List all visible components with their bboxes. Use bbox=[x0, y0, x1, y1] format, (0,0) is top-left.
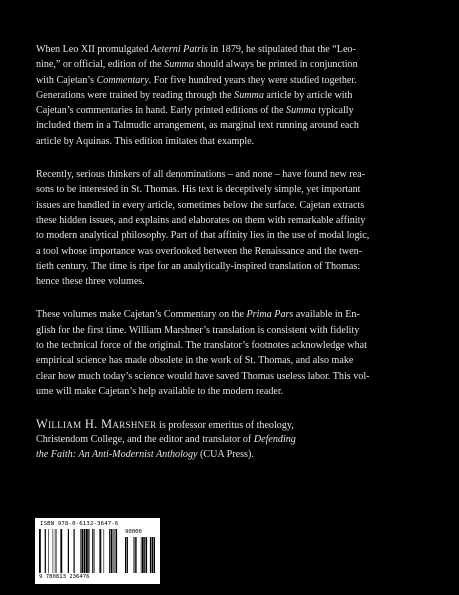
text-line: clear how much today’s science would have saved Thomas useless labor. This vol- bbox=[36, 370, 370, 382]
barcode-bar bbox=[152, 537, 154, 573]
text-line: When Leo XII promulgated Aeterni Patris in 1879, he stipulated that the “Leo- bbox=[36, 44, 356, 55]
book-title: Defending bbox=[253, 434, 296, 446]
paragraph bbox=[36, 42, 426, 149]
italic-title: Prima Pars bbox=[246, 309, 294, 321]
barcode-bar bbox=[48, 529, 49, 573]
text-line: issues are handled in every article, sometimes below the surface. Cajetan extracts bbox=[36, 199, 365, 211]
barcode-bar bbox=[60, 529, 62, 573]
barcode-bar bbox=[154, 537, 155, 573]
barcode-bar bbox=[115, 529, 116, 573]
text-line: Cajetan’s commentaries in hand. Early printed editions of the Summa typically bbox=[36, 105, 354, 117]
barcode-bar bbox=[114, 529, 115, 573]
text-line: Generations were trained by reading through the Summa article by article with bbox=[36, 89, 353, 101]
barcode-bar bbox=[99, 529, 100, 573]
barcode-bar bbox=[45, 529, 46, 573]
barcode-bar bbox=[104, 529, 105, 573]
italic-title: Summa bbox=[164, 59, 194, 71]
text-line: a tool whose importance was overlooked between the Renaissance and the twen- bbox=[36, 245, 362, 257]
barcode-bar bbox=[141, 537, 142, 573]
italic-title: Summa bbox=[286, 105, 316, 117]
barcode-bar bbox=[116, 529, 117, 573]
barcode-bar bbox=[86, 529, 88, 573]
text-line: nine,” or official, edition of the Summa should always be printed in conjunction bbox=[36, 59, 358, 71]
barcode-bar bbox=[146, 537, 147, 573]
barcode-bar bbox=[109, 529, 110, 573]
barcode bbox=[35, 518, 160, 584]
text-line: ume will make Cajetan’s help available to the modern reader. bbox=[36, 385, 284, 397]
text-line: article by Aquinas. This edition imitates that example. bbox=[36, 135, 255, 147]
barcode-digits: 9 780813 236476 bbox=[39, 574, 90, 580]
italic-title: Aeterni Patris bbox=[150, 44, 208, 55]
barcode-bar bbox=[81, 529, 83, 573]
barcode-bar bbox=[88, 529, 89, 573]
paragraph bbox=[36, 167, 426, 289]
isbn-label: ISBN 978-0-6132-3647-6 bbox=[40, 521, 119, 527]
price-code: 90000 bbox=[125, 529, 142, 535]
bio-text: is professor emeritus of theology, bbox=[156, 420, 294, 432]
bio-line-2 bbox=[36, 433, 426, 447]
barcode-bar bbox=[136, 537, 137, 573]
barcode-bar bbox=[144, 537, 145, 573]
price-barcode-bars bbox=[125, 537, 155, 573]
barcode-bar bbox=[127, 537, 128, 573]
description-text bbox=[36, 42, 426, 462]
barcode-bar bbox=[111, 529, 112, 573]
text-line: empirical science has made obsolete in the work of St. Thomas, and also make bbox=[36, 355, 354, 367]
barcode-bar bbox=[142, 537, 144, 573]
barcode-bar bbox=[39, 529, 41, 573]
text-line: These volumes make Cajetan’s Commentary on the Prima Pars available in En- bbox=[36, 309, 360, 321]
text-line: these hidden issues, and explains and elaborates on them with remarkable affinity bbox=[36, 214, 366, 226]
barcode-bar bbox=[113, 529, 114, 573]
barcode-bar bbox=[134, 537, 135, 573]
text-line: sons to be interested in St. Thomas. His text is deceptively simple, yet important bbox=[36, 184, 361, 196]
barcode-bar bbox=[135, 537, 136, 573]
barcode-bar bbox=[56, 529, 57, 573]
text-line: to modern analytical philosophy. Part of that affinity lies in the use of modal logic, bbox=[36, 230, 370, 242]
author-name: William H. Marshner bbox=[36, 417, 157, 432]
text-line: with Cajetan’s Commentary. For five hundred years they were studied together. bbox=[36, 74, 357, 86]
book-title: the Faith: An Anti-Modernist Anthology bbox=[36, 448, 198, 460]
barcode-bar bbox=[53, 529, 54, 573]
barcode-bar bbox=[125, 537, 126, 573]
barcode-bar bbox=[55, 529, 56, 573]
text-line: tieth century. The time is ripe for an analytically-inspired translation of Thomas: bbox=[36, 260, 361, 272]
author-bio bbox=[36, 417, 426, 462]
barcode-bar bbox=[92, 529, 93, 573]
barcode-bar bbox=[84, 529, 86, 573]
bio-line-3 bbox=[36, 448, 426, 462]
bio-line-1 bbox=[36, 417, 426, 433]
text-line: included them in a Talmudic arrangement, as marginal text running around each bbox=[36, 120, 359, 132]
barcode-bar bbox=[68, 529, 69, 573]
bio-text: Christendom College, and the editor and translator of bbox=[36, 434, 254, 446]
barcode-bar bbox=[80, 529, 81, 573]
barcode-bar bbox=[100, 529, 101, 573]
text-line: glish for the first time. William Marshner’s translation is consistent with fidelity bbox=[36, 324, 360, 336]
italic-title: Summa bbox=[234, 89, 264, 101]
italic-title: Commentary bbox=[96, 74, 149, 86]
text-line: hence these three volumes. bbox=[36, 276, 145, 288]
paragraphs bbox=[36, 42, 426, 399]
bio-text: (CUA Press). bbox=[197, 448, 254, 460]
paragraph bbox=[36, 307, 426, 399]
text-line: to the technical force of the original. The translator’s footnotes acknowledge what bbox=[36, 340, 367, 352]
barcode-bars bbox=[39, 529, 123, 573]
barcode-bar bbox=[94, 529, 95, 573]
barcode-bar bbox=[74, 529, 75, 573]
barcode-bar bbox=[150, 537, 151, 573]
text-line: Recently, serious thinkers of all denominations – and none – have found new rea- bbox=[36, 169, 365, 181]
